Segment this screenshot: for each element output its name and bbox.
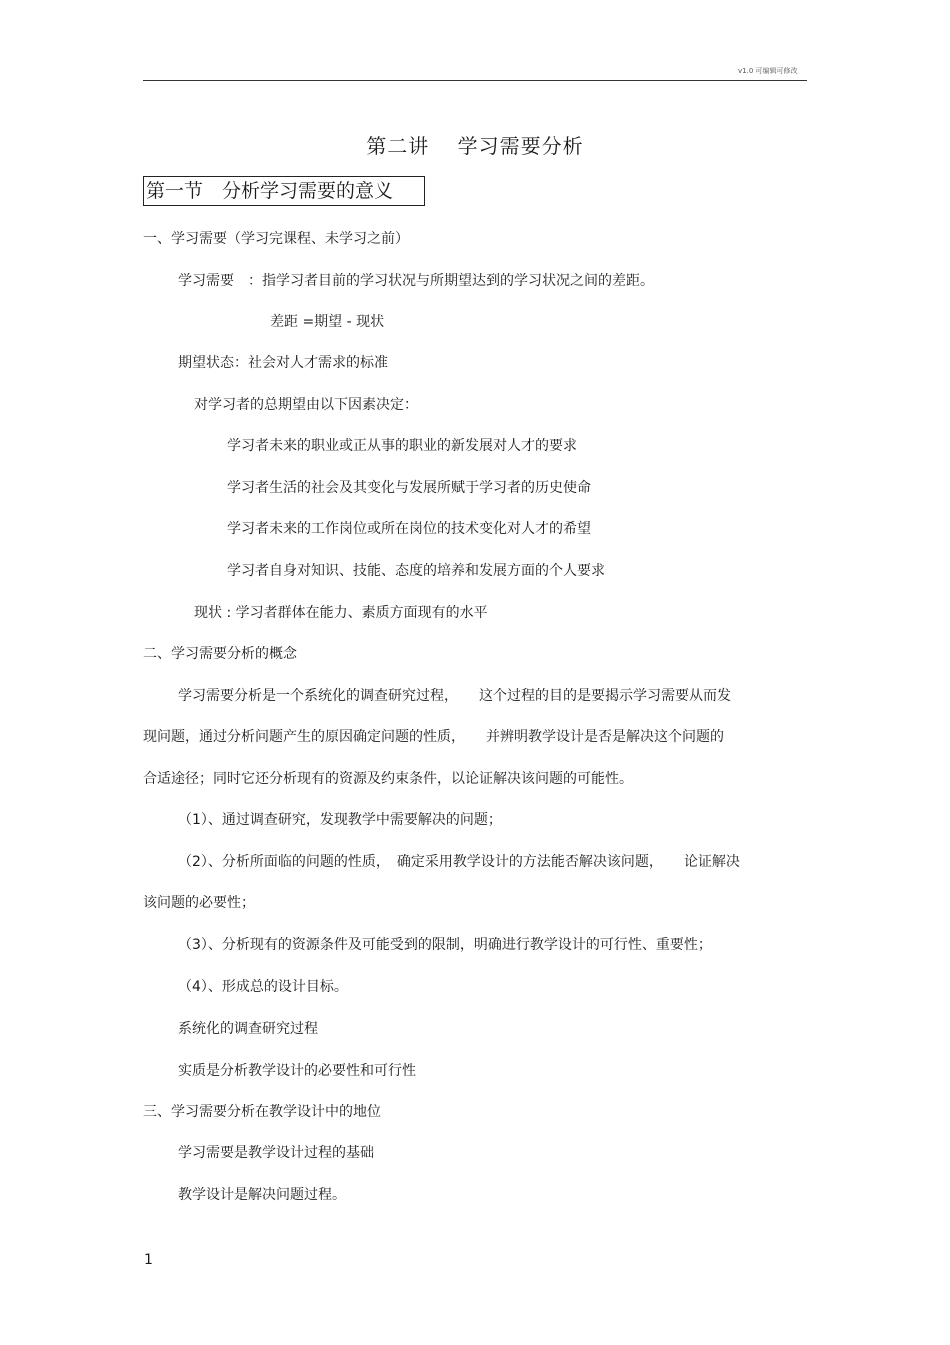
list-item: 学习者自身对知识、技能、态度的培养和发展方面的个人要求 [227,563,605,579]
heading-2: 二、学习需要分析的概念 [143,646,297,662]
list-item: （2）、分析所面临的问题的性质， 确定采用教学设计的方法能否解决该问题， 论证解决 [178,854,740,870]
paragraph-line: 期望状态：社会对人才需求的标准 [178,355,388,371]
paragraph-line: 现状 : 学习者群体在能力、素质方面现有的水平 [194,605,488,621]
list-item: 学习者未来的工作岗位或所在岗位的技术变化对人才的希望 [227,521,591,537]
list-item: 学习者未来的职业或正从事的职业的新发展对人才的要求 [227,438,577,454]
heading-1: 一、学习需要（学习完课程、未学习之前） [143,231,409,247]
paragraph-line: 该问题的必要性； [143,895,255,911]
paragraph-line: 对学习者的总期望由以下因素决定： [194,397,418,413]
header-version: v1.0 可编辑可修改 [738,67,798,75]
formula-line: 差距 =期望 - 现状 [270,314,385,330]
paragraph-line: 实质是分析教学设计的必要性和可行性 [178,1063,416,1079]
paragraph-line: 现问题，通过分析问题产生的原因确定问题的性质， 并辨明教学设计是否是解决这个问题的 [143,729,724,745]
paragraph-line: 学习需要是教学设计过程的基础 [178,1145,374,1161]
page-number: 1 [144,1252,153,1268]
page-title: 第二讲 学习需要分析 [366,134,584,158]
header-rule [143,80,807,81]
paragraph-line: 教学设计是解决问题过程。 [178,1187,346,1203]
paragraph-line: 合适途径；同时它还分析现有的资源及约束条件，以论证解决该问题的可能性。 [143,771,633,787]
list-item: （1）、通过调查研究，发现教学中需要解决的问题； [178,812,502,828]
list-item: 学习者生活的社会及其变化与发展所赋于学习者的历史使命 [227,480,591,496]
paragraph-line: 学习需要分析是一个系统化的调查研究过程， 这个过程的目的是要揭示学习需要从而发 [178,688,731,704]
paragraph-line: 系统化的调查研究过程 [178,1021,318,1037]
list-item: （3）、分析现有的资源条件及可能受到的限制，明确进行教学设计的可行性、重要性； [178,937,712,953]
list-item: （4）、形成总的设计目标。 [178,979,348,995]
paragraph-line: 学习需要 ：指学习者目前的学习状况与所期望达到的学习状况之间的差距。 [178,273,654,289]
heading-3: 三、学习需要分析在教学设计中的地位 [143,1104,381,1120]
section-heading: 第一节 分析学习需要的意义 [143,176,425,206]
